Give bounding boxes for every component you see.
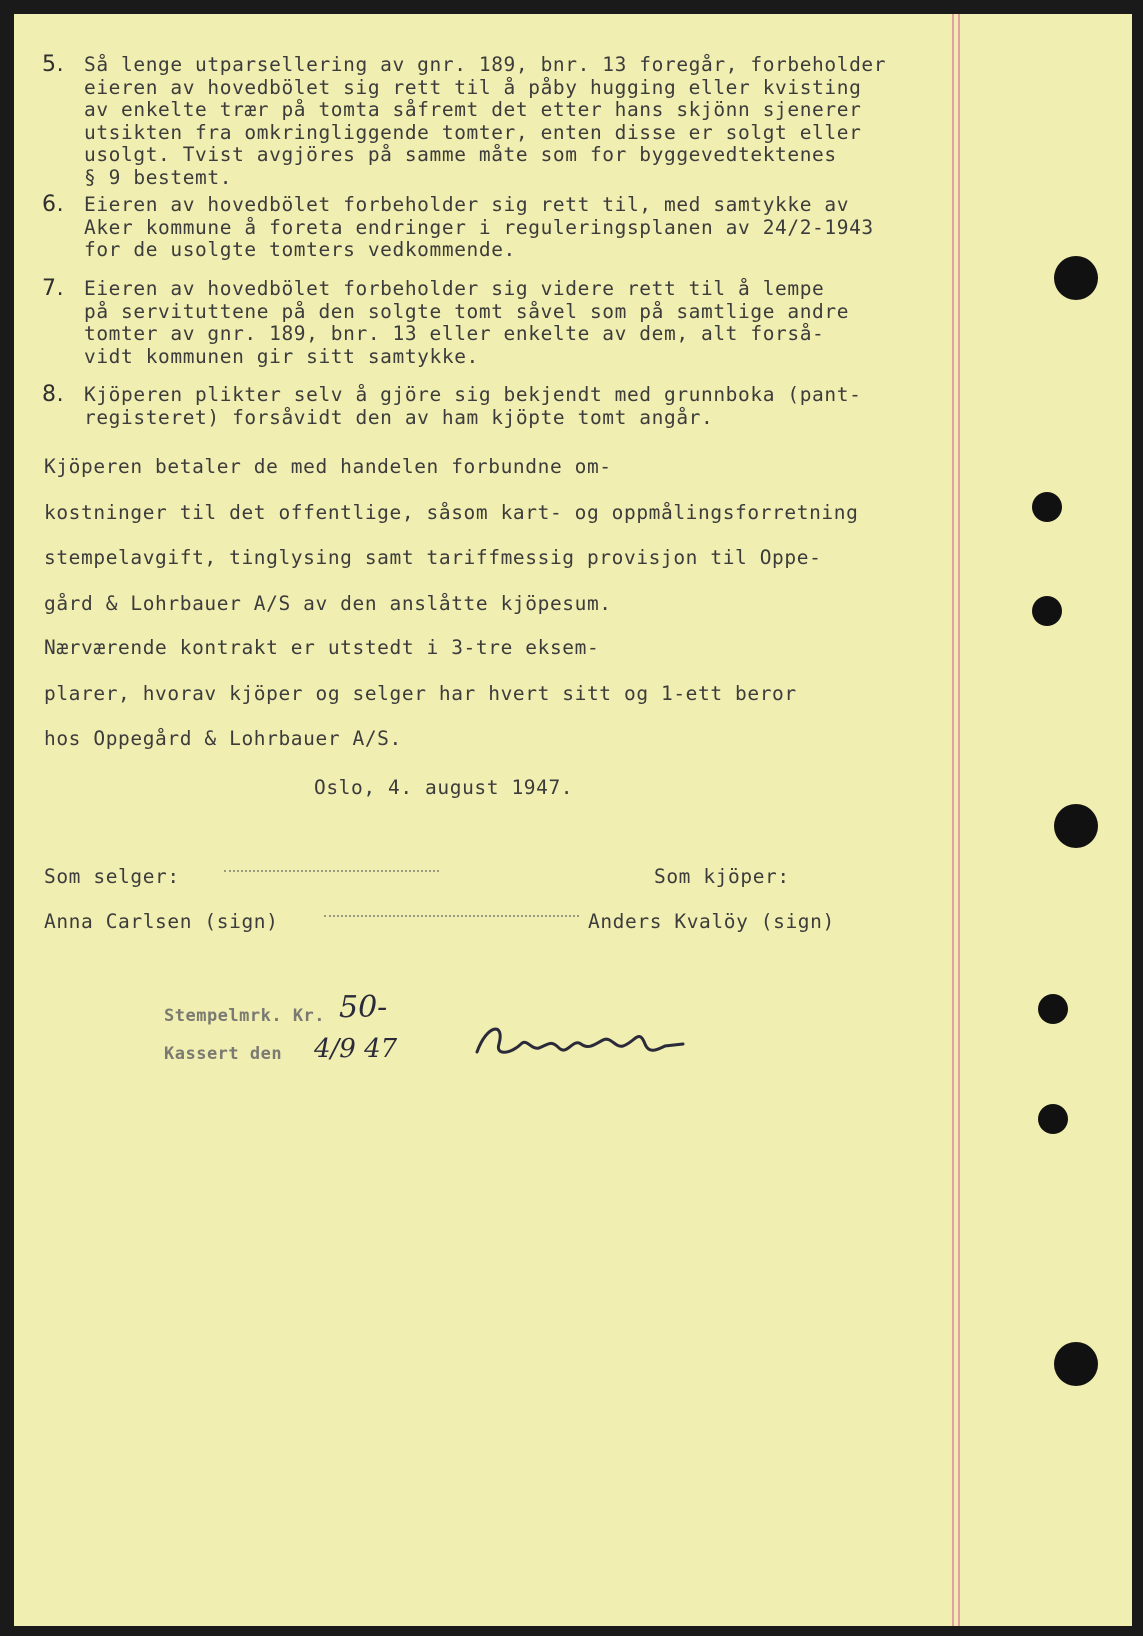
- buyer-name: Anders Kvalöy (sign): [588, 910, 835, 933]
- clause-text: Så lenge utparsellering av gnr. 189, bnr. 13 foregår, forbeholder eieren av hovedbölet sig rett til å påby hugging eller kvisting av enkelte trær på tomta såfremt det etter hans skjönn sjenerer utsikten fra omkringliggende tomter, enten disse er solgt eller usolgt. Tvist avgjöres på samme måte som for byggevedtektenes § 9 bestemt.: [84, 53, 887, 189]
- stamp-cancelled-label: Kassert den: [164, 1044, 283, 1064]
- punch-hole: [1032, 492, 1062, 522]
- clause-number: 7.: [42, 276, 65, 301]
- clause-text: Eieren av hovedbölet forbeholder sig videre rett til å lempe på servituttene på den solgte tomt såvel som på samtlige andre tomter av gnr. 189, bnr. 13 eller enkelte av dem, alt forså- vidt kommunen gir sitt samtykke.: [84, 277, 850, 368]
- punch-hole: [1032, 596, 1062, 626]
- clause-5: [42, 54, 972, 190]
- clause-text: Eieren av hovedbölet forbeholder sig rett til, med samtykke av Aker kommune å foreta endringer i reguleringsplanen av 24/2-1943 for de usolgte tomters vedkommende.: [84, 193, 874, 262]
- copies-paragraph: Nærværende kontrakt er utstedt i 3-tre eksem- plarer, hvorav kjöper og selger har hvert sitt og 1-ett beror hos Oppegård & Lohrbauer A/S.: [44, 636, 797, 750]
- document-page: [14, 14, 1132, 1626]
- seller-label: Som selger:: [44, 865, 180, 888]
- clause-text: Kjöperen plikter selv å gjöre sig bekjendt med grunnboka (pant- registeret) forsåvidt den av ham kjöpte tomt angår.: [84, 383, 862, 429]
- punch-hole: [1054, 804, 1098, 848]
- punch-hole: [1054, 256, 1098, 300]
- handwritten-signature: [469, 1014, 709, 1074]
- costs-paragraph: Kjöperen betaler de med handelen forbundne om- kostninger til det offentlige, såsom kart- og oppmålingsforretning stempelavgift, tinglysing samt tariffmessig provisjon til Oppe- gård & Lohrbauer A/S av den anslåtte kjöpesum.: [44, 455, 859, 615]
- stamp-fee-value: 50-: [339, 990, 388, 1025]
- punch-hole: [1038, 1104, 1068, 1134]
- buyer-label: Som kjöper:: [654, 865, 790, 888]
- clause-number: 8.: [42, 382, 65, 407]
- stamp-cancelled-date: 4/9 47: [314, 1034, 398, 1064]
- signature-dotted-line: [224, 870, 439, 872]
- clause-number: 6.: [42, 192, 65, 217]
- punch-hole: [1038, 994, 1068, 1024]
- stamp-fee-label: Stempelmrk. Kr.: [164, 1006, 326, 1026]
- seller-name: Anna Carlsen (sign): [44, 910, 279, 933]
- punch-hole: [1054, 1342, 1098, 1386]
- clause-6: [42, 194, 972, 262]
- clause-7: [42, 278, 972, 368]
- clause-8: [42, 384, 972, 429]
- place-date: Oslo, 4. august 1947.: [314, 776, 574, 799]
- clause-number: 5.: [42, 52, 65, 77]
- signature-dotted-line: [324, 915, 579, 917]
